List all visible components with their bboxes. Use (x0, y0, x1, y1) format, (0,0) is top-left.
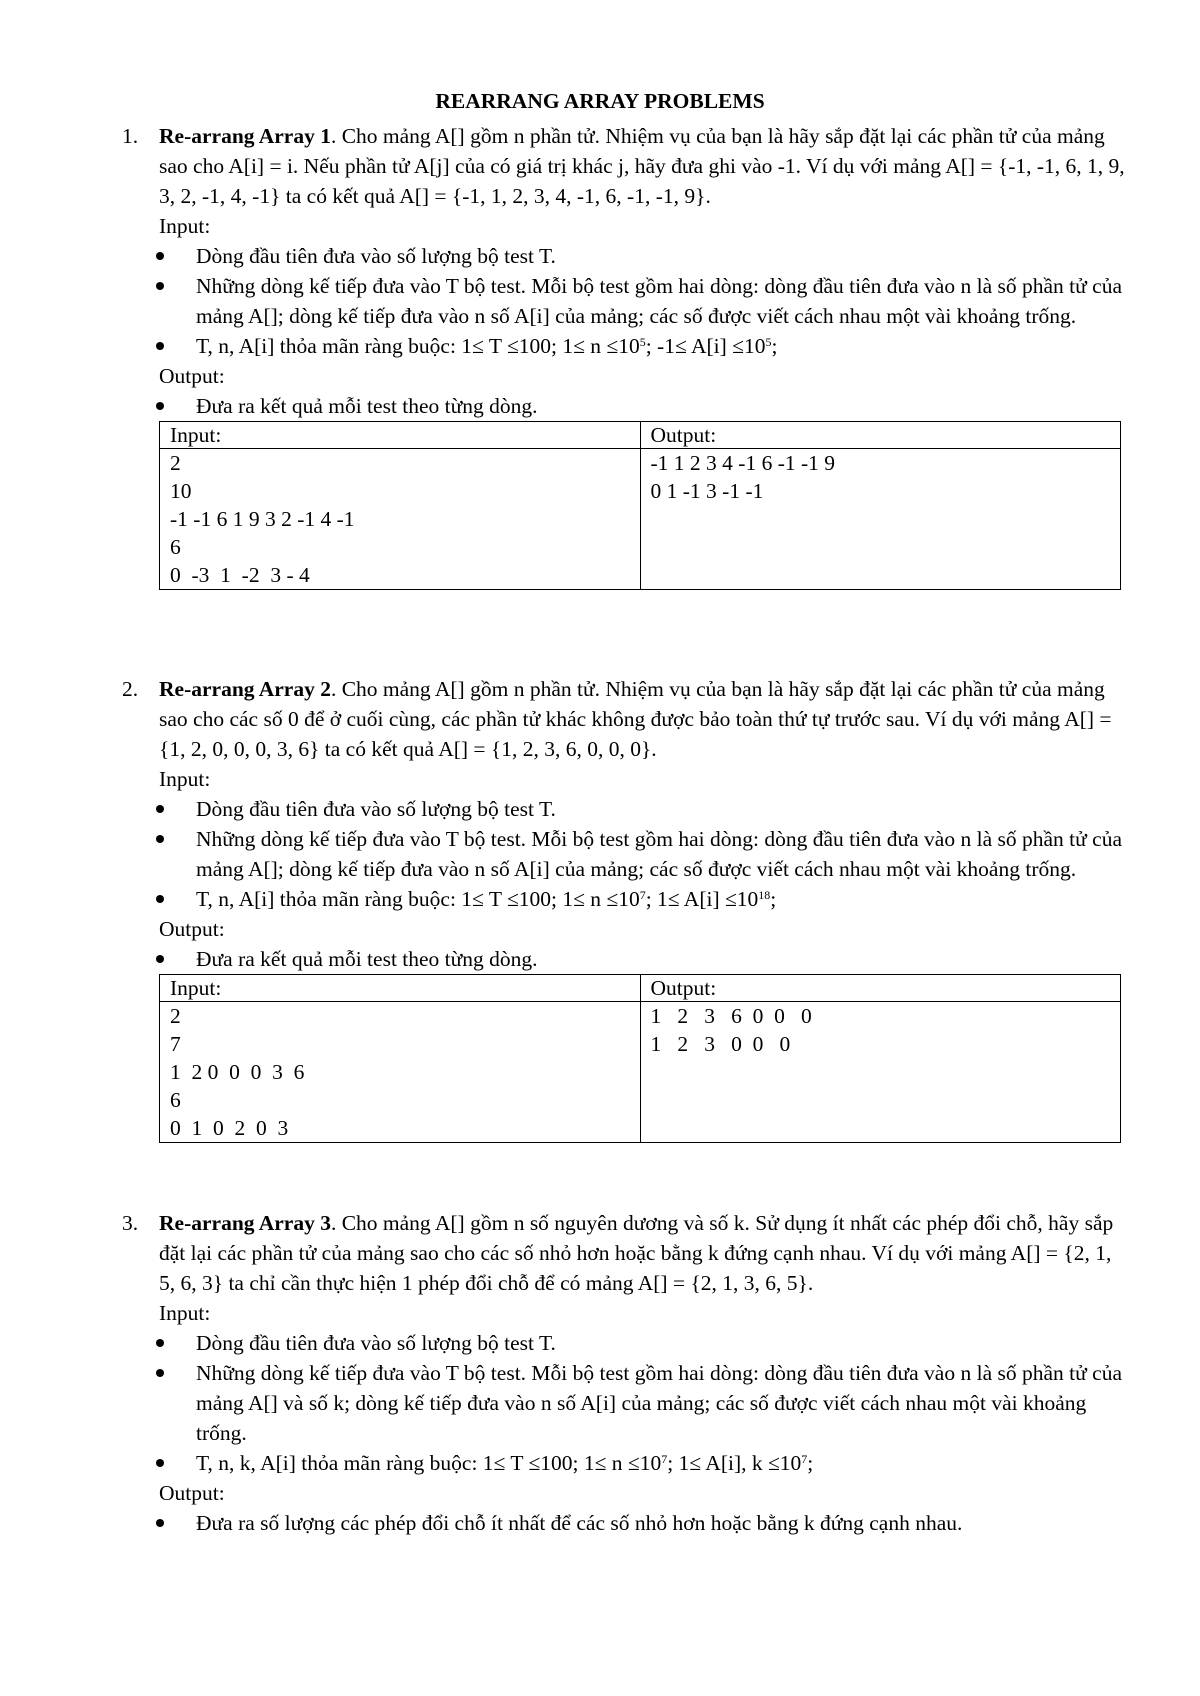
list-item: Những dòng kế tiếp đưa vào T bộ test. Mỗi bộ test gồm hai dòng: dòng đầu tiên đưa vào n là số phần tử của mảng A[] và số k; dòng kế tiếp đưa vào n số A[i] của mảng; các số được viết cách nhau một vài khoảng trống. (196, 1358, 1126, 1448)
problem-name: Re-arrang Array 3 (159, 1211, 331, 1235)
input-bullets (122, 794, 1126, 914)
constraint-item (196, 1448, 1126, 1478)
io-line: -1 1 2 3 4 -1 6 -1 -1 9 (650, 451, 836, 475)
superscript: 5 (765, 335, 772, 349)
superscript: 18 (758, 888, 771, 902)
problem-3 (122, 1208, 1126, 1538)
list-item: Những dòng kế tiếp đưa vào T bộ test. Mỗi bộ test gồm hai dòng: dòng đầu tiên đưa vào n là số phần tử của mảng A[]; dòng kế tiếp đưa vào n số A[i] của mảng; các số được viết cách nhau một vài khoảng trống. (196, 271, 1126, 331)
superscript: 5 (639, 335, 646, 349)
list-item: Dòng đầu tiên đưa vào số lượng bộ test T. (196, 794, 1126, 824)
input-cell (160, 1002, 641, 1143)
constraint-text: ; (771, 334, 778, 358)
output-label: Output: (159, 917, 225, 941)
io-table (159, 421, 1121, 590)
io-line: 0 -3 1 -2 3 - 4 (170, 563, 310, 587)
io-line: 1 2 3 6 0 0 0 (650, 1004, 812, 1028)
constraint-text: T, n, A[i] thỏa mãn ràng buộc: 1≤ T ≤100; 1≤ n ≤10 (196, 887, 640, 911)
problem-1 (122, 121, 1126, 590)
constraint-text: ; 1≤ A[i], k ≤10 (667, 1451, 802, 1475)
constraint-text: ; -1≤ A[i] ≤10 (645, 334, 766, 358)
superscript: 7 (639, 888, 646, 902)
problem-number: 2. (122, 677, 139, 701)
list-item: Những dòng kế tiếp đưa vào T bộ test. Mỗi bộ test gồm hai dòng: dòng đầu tiên đưa vào n là số phần tử của mảng A[]; dòng kế tiếp đưa vào n số A[i] của mảng; các số được viết cách nhau một vài khoảng trống. (196, 824, 1126, 884)
superscript: 7 (801, 1452, 808, 1466)
output-label: Output: (159, 364, 225, 388)
constraint-item (196, 331, 1126, 361)
io-line: 7 (170, 1032, 181, 1056)
problem-number: 3. (122, 1211, 139, 1235)
output-header: Output: (640, 975, 1121, 1002)
list-item: Đưa ra kết quả mỗi test theo từng dòng. (196, 391, 1126, 421)
problem-description (159, 674, 1126, 764)
superscript: 7 (661, 1452, 668, 1466)
output-cell (640, 449, 1121, 590)
output-label: Output: (159, 1481, 225, 1505)
constraint-text: T, n, A[i] thỏa mãn ràng buộc: 1≤ T ≤100; 1≤ n ≤10 (196, 334, 640, 358)
problem-text: . Cho mảng A[] gồm n phần tử. Nhiệm vụ của bạn là hãy sắp đặt lại các phần tử của mảng sao cho A[i] = i. Nếu phần tử A[j] của có giá trị khác j, hãy đưa ghi vào -1. Ví dụ với mảng A[] = {-1, -1, 6, 1, 9, 3, 2, -1, 4, -1} ta có kết quả A[] = {-1, 1, 2, 3, 4, -1, 6, -1, -1, 9}. (159, 124, 1125, 208)
constraint-item (196, 884, 1126, 914)
io-line: 1 2 3 0 0 0 (650, 1032, 791, 1056)
io-line: 0 1 0 2 0 3 (170, 1116, 289, 1140)
problem-name: Re-arrang Array 2 (159, 677, 331, 701)
problem-name: Re-arrang Array 1 (159, 124, 331, 148)
input-bullets (122, 1328, 1126, 1478)
constraint-text: ; (807, 1451, 814, 1475)
input-cell (160, 449, 641, 590)
constraint-text: ; 1≤ A[i] ≤10 (645, 887, 759, 911)
problem-2 (122, 674, 1126, 1143)
document-title: REARRANG ARRAY PROBLEMS (435, 89, 765, 113)
io-line: 6 (170, 1088, 181, 1112)
io-line: 0 1 -1 3 -1 -1 (650, 479, 764, 503)
output-bullets (122, 944, 1126, 974)
io-line: -1 -1 6 1 9 3 2 -1 4 -1 (170, 507, 355, 531)
io-line: 1 2 0 0 0 3 6 (170, 1060, 305, 1084)
list-item: Dòng đầu tiên đưa vào số lượng bộ test T. (196, 1328, 1126, 1358)
input-label: Input: (159, 767, 211, 791)
list-item: Đưa ra kết quả mỗi test theo từng dòng. (196, 944, 1126, 974)
output-cell (640, 1002, 1121, 1143)
constraint-text: T, n, k, A[i] thỏa mãn ràng buộc: 1≤ T ≤100; 1≤ n ≤10 (196, 1451, 662, 1475)
list-item: Đưa ra số lượng các phép đổi chỗ ít nhất để các số nhỏ hơn hoặc bằng k đứng cạnh nhau. (196, 1508, 1126, 1538)
problem-text: . Cho mảng A[] gồm n số nguyên dương và số k. Sử dụng ít nhất các phép đổi chỗ, hãy sắp đặt lại các phần tử của mảng sao cho các số nhỏ hơn hoặc bằng k đứng cạnh nhau. Ví dụ với mảng A[] = {2, 1, 5, 6, 3} ta chỉ cần thực hiện 1 phép đổi chỗ để có mảng A[] = {2, 1, 3, 6, 5}. (159, 1211, 1114, 1295)
input-header: Input: (160, 422, 641, 449)
problem-description (159, 121, 1126, 211)
problem-description (159, 1208, 1126, 1298)
input-header: Input: (160, 975, 641, 1002)
list-item: Dòng đầu tiên đưa vào số lượng bộ test T. (196, 241, 1126, 271)
input-label: Input: (159, 1301, 211, 1325)
io-line: 6 (170, 535, 181, 559)
io-line: 2 (170, 451, 181, 475)
output-header: Output: (640, 422, 1121, 449)
io-line: 10 (170, 479, 192, 503)
constraint-text: ; (770, 887, 777, 911)
problem-number: 1. (122, 124, 139, 148)
problem-text: . Cho mảng A[] gồm n phần tử. Nhiệm vụ của bạn là hãy sắp đặt lại các phần tử của mảng sao cho các số 0 để ở cuối cùng, các phần tử khác không được bảo toàn thứ tự trước sau. Ví dụ với mảng A[] = {1, 2, 0, 0, 0, 3, 6} ta có kết quả A[] = {1, 2, 3, 6, 0, 0, 0}. (159, 677, 1112, 761)
output-bullets (122, 391, 1126, 421)
input-bullets (122, 241, 1126, 361)
input-label: Input: (159, 214, 211, 238)
io-line: 2 (170, 1004, 181, 1028)
io-table (159, 974, 1121, 1143)
output-bullets (122, 1508, 1126, 1538)
